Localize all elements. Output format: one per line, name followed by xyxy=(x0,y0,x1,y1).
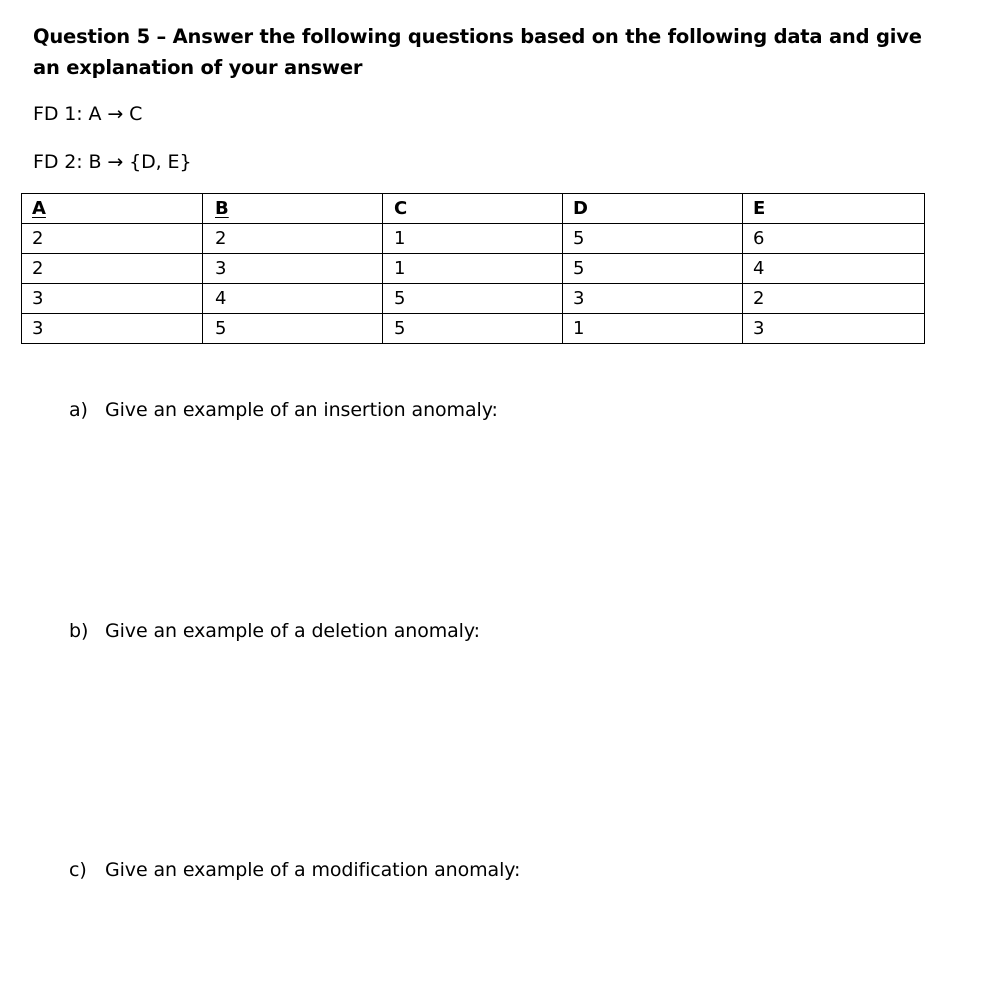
table-cell: 3 xyxy=(203,254,383,284)
column-header-c: C xyxy=(383,194,563,224)
table-cell: 3 xyxy=(22,314,203,344)
table-cell: 3 xyxy=(22,284,203,314)
table-row xyxy=(22,254,925,284)
subquestion-c xyxy=(69,858,520,882)
subquestion-c-text: Give an example of a modification anomaly: xyxy=(105,859,521,881)
relation-table xyxy=(21,193,925,344)
table-row xyxy=(22,224,925,254)
table-cell: 2 xyxy=(743,284,925,314)
table-cell: 3 xyxy=(743,314,925,344)
table-cell: 4 xyxy=(743,254,925,284)
functional-dependency-1: FD 1: A → C xyxy=(33,103,143,125)
table-cell: 1 xyxy=(563,314,743,344)
table-cell: 2 xyxy=(22,224,203,254)
question-title: Question 5 – Answer the following questions based on the following data and give an explanation of your answer xyxy=(33,25,922,79)
functional-dependency-2: FD 2: B → {D, E} xyxy=(33,151,192,173)
column-header-b: B xyxy=(203,194,383,224)
table-row xyxy=(22,284,925,314)
table-cell: 4 xyxy=(203,284,383,314)
table-cell: 5 xyxy=(563,224,743,254)
table-cell: 5 xyxy=(383,314,563,344)
table-cell: 6 xyxy=(743,224,925,254)
subquestion-b xyxy=(69,619,480,643)
subquestion-b-text: Give an example of a deletion anomaly: xyxy=(105,620,480,642)
table-cell: 1 xyxy=(383,224,563,254)
subquestion-c-letter: c) xyxy=(69,859,87,881)
column-header-d: D xyxy=(563,194,743,224)
table-cell: 3 xyxy=(563,284,743,314)
subquestion-b-letter: b) xyxy=(69,620,89,642)
table-cell: 5 xyxy=(383,284,563,314)
subquestion-a xyxy=(69,398,498,422)
subquestion-a-text: Give an example of an insertion anomaly: xyxy=(105,399,498,421)
column-header-e: E xyxy=(743,194,925,224)
table-header-row xyxy=(22,194,925,224)
table-cell: 2 xyxy=(22,254,203,284)
table-cell: 5 xyxy=(563,254,743,284)
table-cell: 2 xyxy=(203,224,383,254)
table-row xyxy=(22,314,925,344)
table-cell: 5 xyxy=(203,314,383,344)
column-header-a: A xyxy=(22,194,203,224)
table-cell: 1 xyxy=(383,254,563,284)
subquestion-a-letter: a) xyxy=(69,399,88,421)
